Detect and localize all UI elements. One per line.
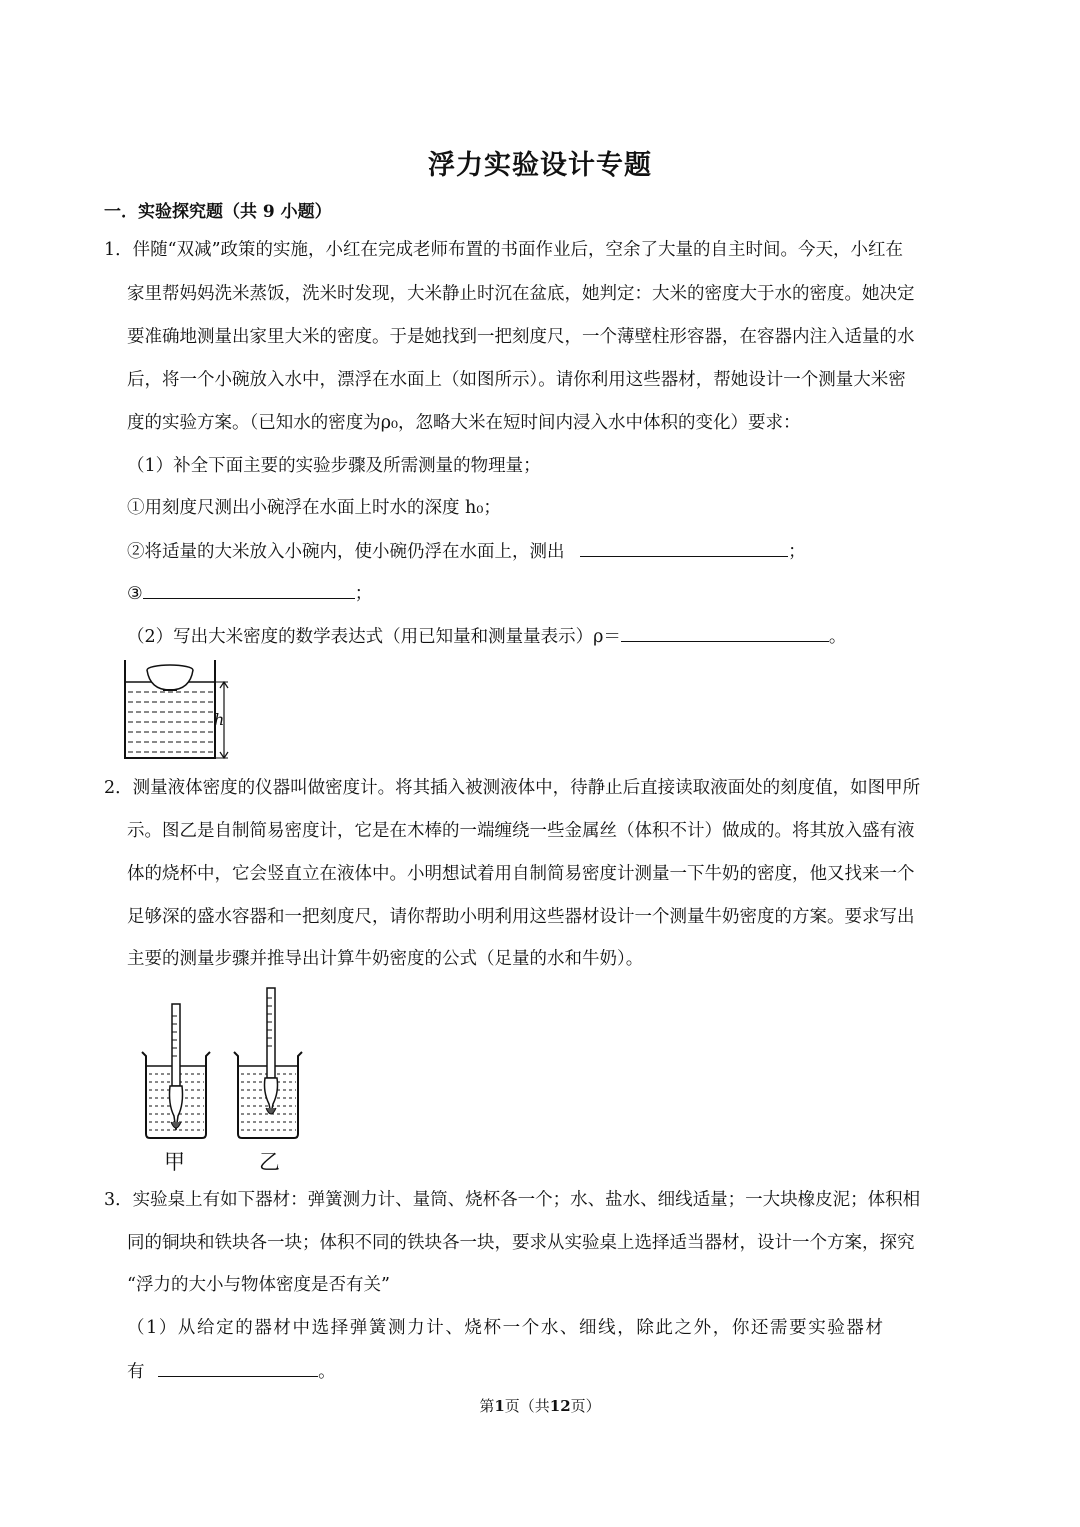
page-footer xyxy=(0,1395,1080,1416)
beaker-b-icon xyxy=(234,988,302,1138)
q1-part2-text: （2）写出大米密度的数学表达式（用已知量和测量量表示）ρ＝ xyxy=(127,627,621,647)
q1-step3-text: ③ xyxy=(127,584,143,604)
q1-line-1: 1．伴随“双减”政策的实施，小红在完成老师布置的书面作业后，空余了大量的自主时间。今天，小红在 xyxy=(104,240,904,260)
q2-line-5: 主要的测量步骤并推导出计算牛奶密度的公式（足量的水和牛奶）。 xyxy=(127,949,644,969)
page-title: 浮力实验设计专题 xyxy=(428,150,652,181)
q3-part1: （1）从给定的器材中选择弹簧测力计、烧杯一个水、细线，除此之外，你还需要实验器材 xyxy=(127,1318,885,1338)
q3-part1-end: 。 xyxy=(318,1362,336,1382)
q1-line-5: 度的实验方案。（已知水的密度为ρ₀，忽略大米在短时间内浸入水中体积的变化）要求： xyxy=(127,413,801,433)
q1-part2-end: 。 xyxy=(828,627,847,647)
bowl-icon xyxy=(147,665,193,690)
q1-step1: ①用刻度尺测出小碗浮在水面上时水的深度 h₀； xyxy=(127,498,501,518)
q1-part1: （1）补全下面主要的实验步骤及所需测量的物理量； xyxy=(127,456,541,476)
q2-line-1: 2．测量液体密度的仪器叫做密度计。将其插入被测液体中，待静止后直接读取液面处的刻度值，如图甲所 xyxy=(104,778,921,798)
q1-line-2: 家里帮妈妈洗米蒸饭，洗米时发现，大米静止时沉在盆底，她判定：大米的密度大于水的密度。她决定 xyxy=(127,284,915,304)
q3-line-3: “浮力的大小与物体密度是否有关” xyxy=(127,1275,390,1295)
q2-line-3: 体的烧杯中，它会竖直立在液体中。小明想试着用自制简易密度计测量一下牛奶的密度，他又找来一个 xyxy=(127,864,915,884)
q3-part1-blank[interactable] xyxy=(158,1358,318,1377)
q1-line-4: 后，将一个小碗放入水中，漂浮在水面上（如图所示）。请你利用这些器材，帮她设计一个测量大米密 xyxy=(127,370,906,390)
q2-figure-hydrometers xyxy=(134,984,324,1144)
q1-step3-blank[interactable] xyxy=(143,580,355,599)
q2-figure-label-b: 乙 xyxy=(259,1150,280,1174)
q2-figure-label-a: 甲 xyxy=(164,1150,185,1174)
section-heading: 一．实验探究题（共 9 小题） xyxy=(104,202,332,222)
q1-step2-text: ②将适量的大米放入小碗内，使小碗仍浮在水面上，测出 xyxy=(127,542,565,562)
footer-suffix: 页） xyxy=(570,1397,601,1415)
q3-line-2: 同的铜块和铁块各一块；体积不同的铁块各一块，要求从实验桌上选择适当器材，设计一个方案，探究 xyxy=(127,1233,915,1253)
q1-part2 xyxy=(127,623,846,649)
footer-total-pages: 12 xyxy=(549,1397,571,1415)
q1-step2 xyxy=(127,538,806,564)
q3-part1-cont-text: 有 xyxy=(127,1362,145,1382)
q1-line-3: 要准确地测量出家里大米的密度。于是她找到一把刻度尺，一个薄壁柱形容器，在容器内注入适量的水 xyxy=(127,327,915,347)
footer-middle: 页（共 xyxy=(504,1397,550,1415)
footer-prefix: 第 xyxy=(479,1397,495,1415)
q1-step2-blank[interactable] xyxy=(580,538,788,557)
q1-step3 xyxy=(127,580,372,606)
footer-page-number: 1 xyxy=(494,1397,505,1415)
q3-line-1: 3．实验桌上有如下器材：弹簧测力计、量筒、烧杯各一个；水、盐水、细线适量；一大块橡皮泥；体积相 xyxy=(104,1190,921,1210)
q1-figure-label-h: h xyxy=(214,710,225,729)
q1-part2-blank[interactable] xyxy=(621,623,829,642)
q3-part1-cont xyxy=(127,1358,336,1384)
q1-step3-end: ； xyxy=(354,584,373,604)
q1-step2-end: ； xyxy=(788,542,806,562)
q2-line-4: 足够深的盛水容器和一把刻度尺，请你帮助小明利用这些器材设计一个测量牛奶密度的方案。要求写出 xyxy=(127,907,915,927)
beaker-a-icon xyxy=(142,1004,210,1138)
q2-line-2: 示。图乙是自制简易密度计，它是在木棒的一端缠绕一些金属丝（体积不计）做成的。将其放入盛有液 xyxy=(127,821,915,841)
